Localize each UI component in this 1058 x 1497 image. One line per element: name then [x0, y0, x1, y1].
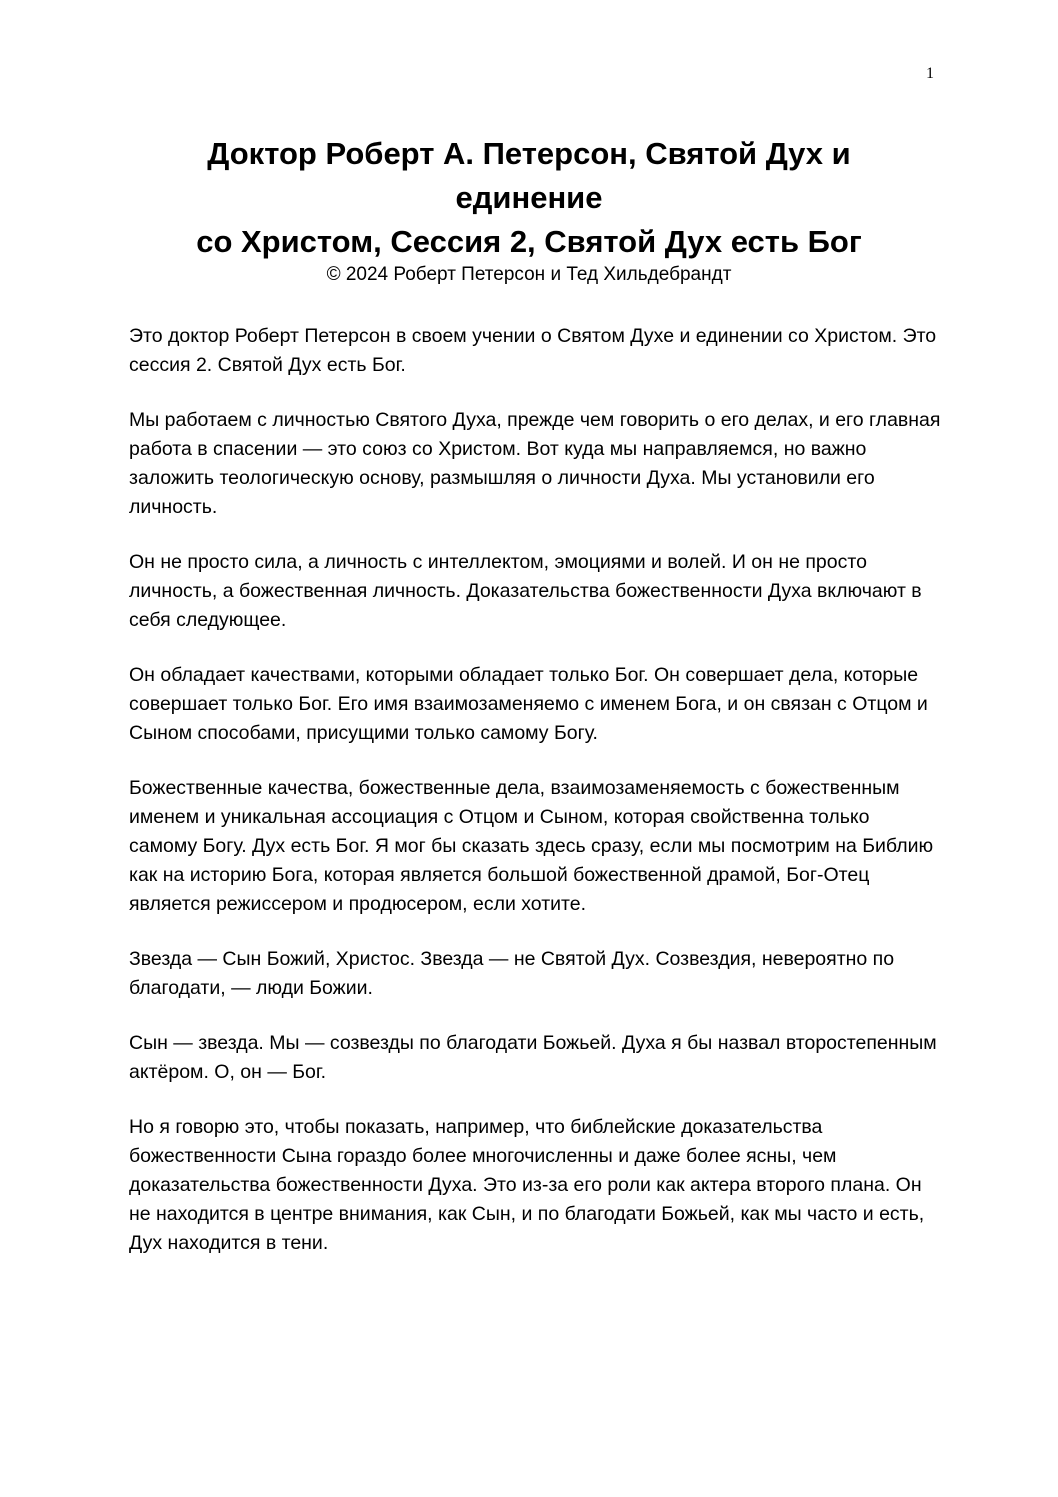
paragraph-7: Сын — звезда. Мы — созвезды по благодати Божьей. Духа я бы назвал второстепенным актёром. О, он — Бог. [129, 1032, 937, 1083]
title-line-3: со Христом, Сессия 2, Святой Дух есть Бог [196, 224, 862, 259]
paragraph-4: Он обладает качествами, которыми обладает только Бог. Он совершает дела, которые совершает только Бог. Его имя взаимозаменяемо с именем Бога, и он связан с Отцом и Сыном способами, присущими только самому Богу. [129, 664, 928, 744]
paragraph-5: Божественные качества, божественные дела, взаимозаменяемость с божественным именем и уникальная ассоциация с Отцом и Сыном, которая свойственна только самому Богу. Дух есть Бог. Я мог бы сказать здесь сразу, если мы посмотрим на Библию как на историю Бога, которая является большой божественной драмой, Бог-Отец является режиссером и продюсером, если хотите. [129, 777, 934, 915]
copyright-line: © 2024 Роберт Петерсон и Тед Хильдебрандт [326, 264, 732, 285]
page-number: 1 [926, 65, 934, 82]
paragraph-2: Мы работаем с личностью Святого Духа, прежде чем говорить о его делах, и его главная работа в спасении — это союз со Христом. Вот куда мы направляемся, но важно заложить теологическую основу, размышляя о личности Духа. Мы установили его личность. [129, 409, 941, 518]
paragraph-8: Но я говорю это, чтобы показать, например, что библейские доказательства божественности Сына гораздо более многочисленны и даже более ясны, чем доказательства божественности Духа. Это из-за его роли как актера второго плана. Он не находится в центре внимания, как Сын, и по благодати Божьей, как мы часто и есть, Дух находится в тени. [129, 1116, 925, 1254]
title-line-2: единение [455, 180, 603, 215]
document-header [120, 132, 938, 288]
paragraph-6: Звезда — Сын Божий, Христос. Звезда — не Святой Дух. Созвездия, невероятно по благодати, — люди Божии. [129, 948, 895, 999]
document-body [129, 322, 941, 1284]
paragraph-1: Это доктор Роберт Петерсон в своем учении о Святом Духе и единении со Христом. Это сессия 2. Святой Дух есть Бог. [129, 325, 937, 376]
paragraph-3: Он не просто сила, а личность с интеллектом, эмоциями и волей. И он не просто личность, а божественная личность. Доказательства божественности Духа включают в себя следующее. [129, 551, 922, 631]
title-line-1: Доктор Роберт А. Петерсон, Святой Дух и [207, 136, 851, 171]
